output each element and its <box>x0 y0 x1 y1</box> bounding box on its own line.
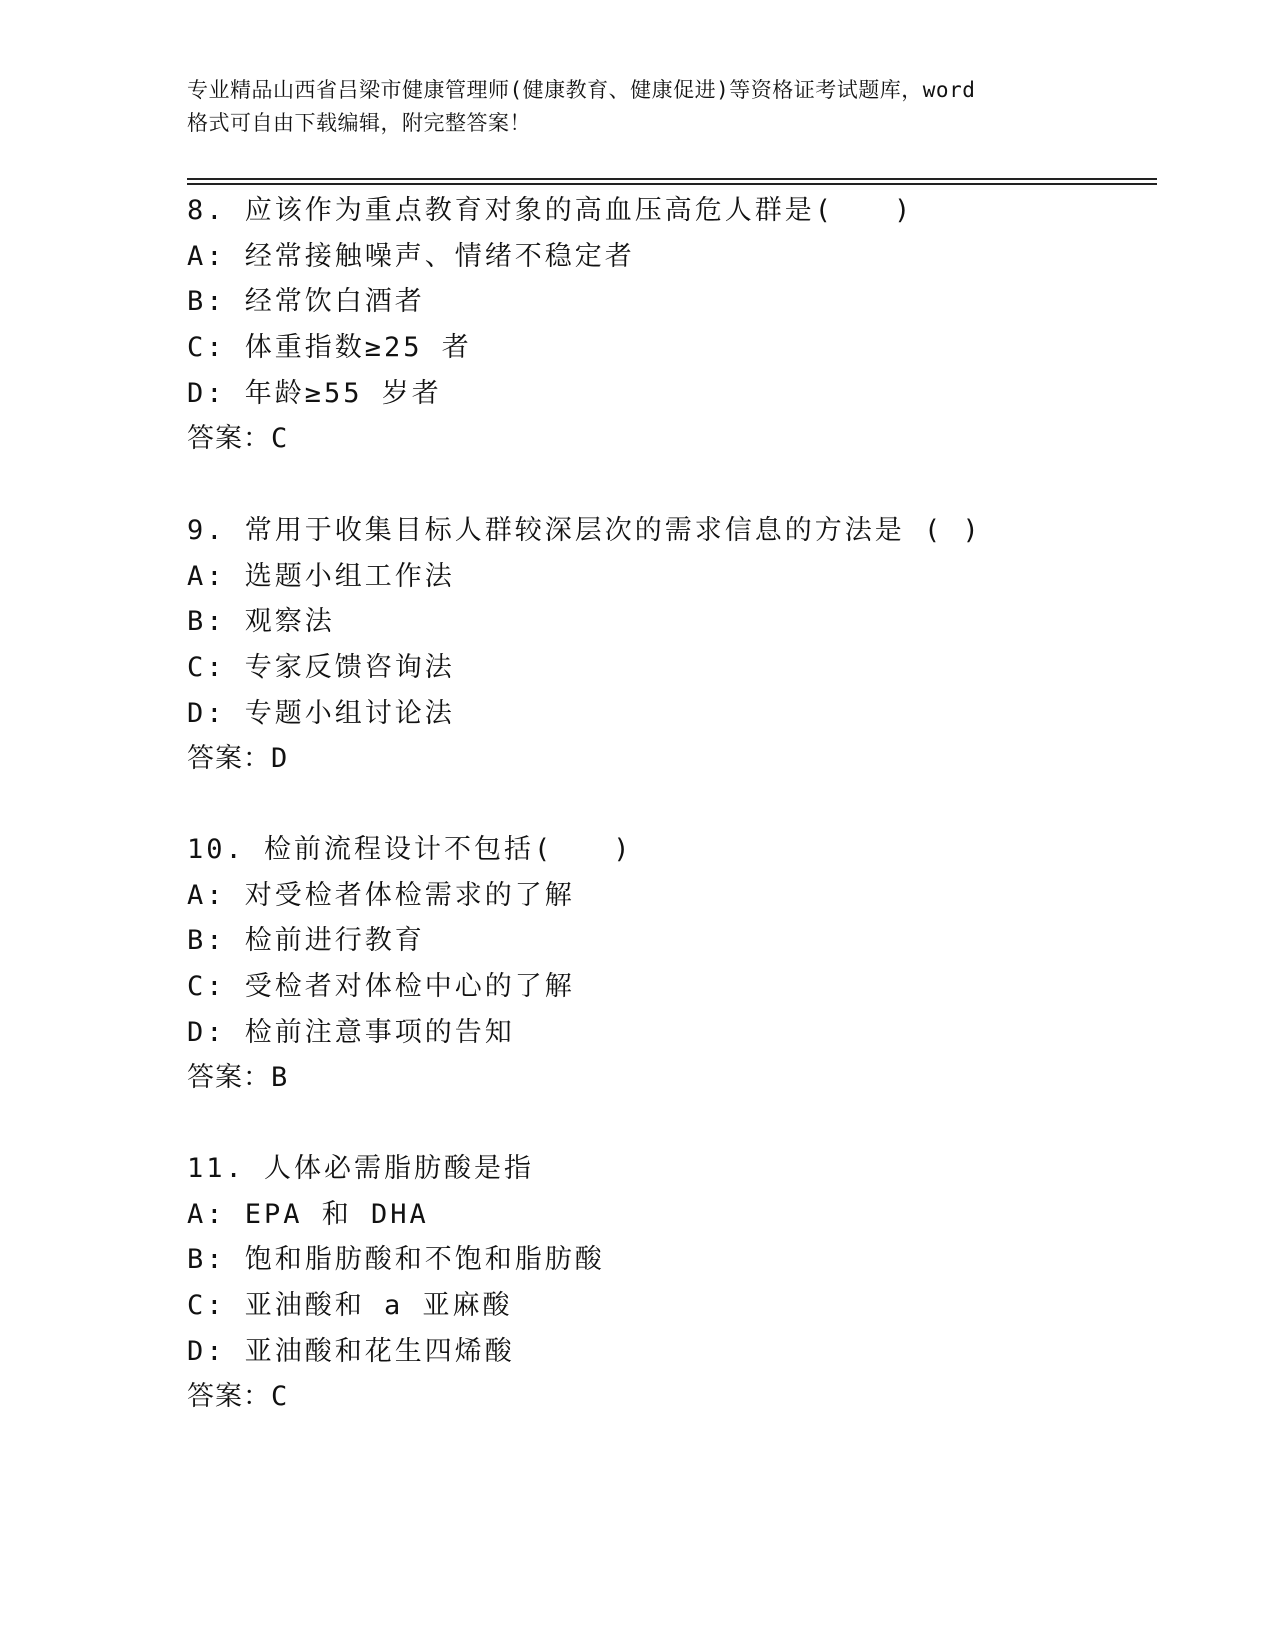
option-c: C: 体重指数≥25 者 <box>187 332 472 364</box>
question-stem: 10. 检前流程设计不包括( ) <box>187 834 633 865</box>
header-line-1: 专业精品山西省吕梁市健康管理师(健康教育、健康促进)等资格证考试题库，word <box>187 78 976 102</box>
answer-line <box>187 736 1157 782</box>
question-9 <box>187 508 1157 782</box>
answer-line <box>187 416 1157 462</box>
option-d: D: 年龄≥55 岁者 <box>187 377 442 409</box>
option-c: C: 亚油酸和 a 亚麻酸 <box>187 1290 513 1322</box>
header-divider-bottom <box>187 183 1157 185</box>
option-a: A: EPA 和 DHA <box>187 1198 429 1230</box>
option-b: B: 经常饮白酒者 <box>187 286 425 318</box>
document-header <box>187 74 1087 140</box>
answer-value: C <box>271 423 289 455</box>
option-a: A: 选题小组工作法 <box>187 560 455 592</box>
answer-label: 答案： <box>187 1381 271 1412</box>
answer-label: 答案： <box>187 743 271 774</box>
option-d: D: 亚油酸和花生四烯酸 <box>187 1335 515 1367</box>
question-11 <box>187 1146 1157 1420</box>
option-a: A: 经常接触噪声、情绪不稳定者 <box>187 240 635 272</box>
question-8 <box>187 188 1157 462</box>
option-a: A: 对受检者体检需求的了解 <box>187 879 575 911</box>
header-line-2: 格式可自由下载编辑，附完整答案！ <box>187 111 531 135</box>
answer-value: C <box>271 1381 289 1413</box>
question-stem: 9. 常用于收集目标人群较深层次的需求信息的方法是 ( ) <box>187 515 982 546</box>
question-stem: 11. 人体必需脂肪酸是指 <box>187 1153 535 1184</box>
header-divider-top <box>187 178 1157 180</box>
answer-value: D <box>271 743 289 775</box>
option-b: B: 观察法 <box>187 606 335 638</box>
question-10 <box>187 827 1157 1101</box>
answer-label: 答案： <box>187 423 271 454</box>
option-c: C: 专家反馈咨询法 <box>187 652 455 684</box>
option-b: B: 饱和脂肪酸和不饱和脂肪酸 <box>187 1244 605 1276</box>
answer-label: 答案： <box>187 1062 271 1093</box>
option-c: C: 受检者对体检中心的了解 <box>187 971 575 1003</box>
option-d: D: 专题小组讨论法 <box>187 697 455 729</box>
answer-line <box>187 1374 1157 1420</box>
answer-value: B <box>271 1062 289 1094</box>
option-d: D: 检前注意事项的告知 <box>187 1016 515 1048</box>
question-stem: 8. 应该作为重点教育对象的高血压高危人群是( ) <box>187 195 914 226</box>
option-b: B: 检前进行教育 <box>187 925 425 957</box>
answer-line <box>187 1055 1157 1101</box>
